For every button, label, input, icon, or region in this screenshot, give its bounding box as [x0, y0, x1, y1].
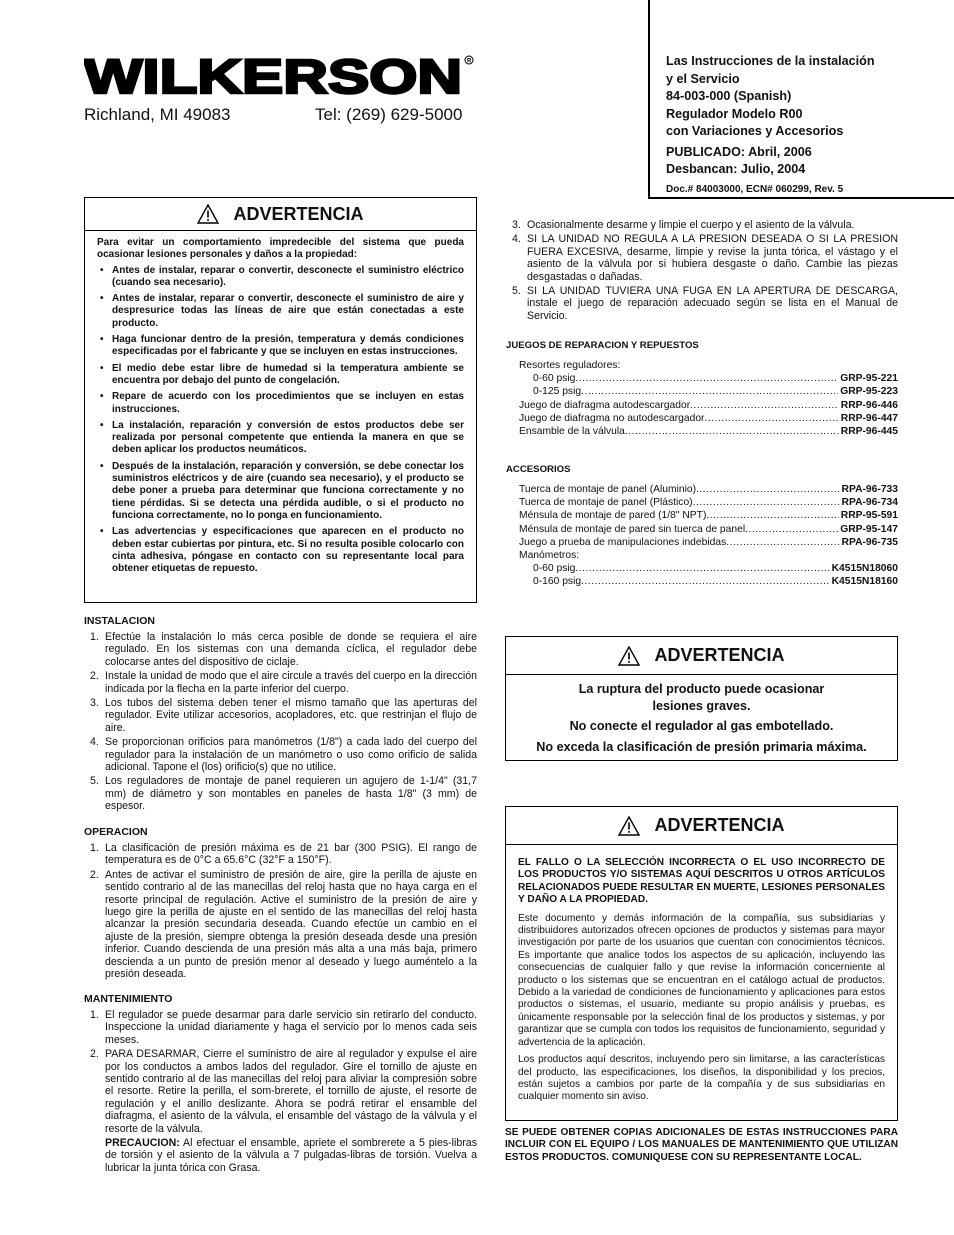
warning-intro: Para evitar un comportamiento impredecible del sistema que pueda ocasionar lesiones personales y daños a la propiedad:: [97, 237, 464, 261]
accessories-list: [519, 483, 898, 589]
part-row: Ménsula de montaje de pared sin tuerca de panel ..... GRP-95-147: [519, 523, 898, 536]
part-row: Ensamble de la válvula ..... RRP-96-445: [519, 425, 898, 438]
list-item: 4. SI LA UNIDAD NO REGULA A LA PRESION DESEADA O SI LA PRESION FUERA EXCESIVA, desarme, limpie y revise la junta tórica, el vástago y el asiento de la válvula por si hubiera desgaste o daño. Cambie las piezas desgastadas o dañadas.: [512, 233, 898, 283]
section-heading-mantenimiento: MANTENIMIENTO: [84, 993, 173, 1005]
doc-ecn: Doc.# 84003000, ECN# 060299, Rev. 5: [666, 183, 844, 195]
warning-item: • Las advertencias y especificaciones que aparecen en el producto no deben estar cubiertas por pintura, etc. Si no resulta posible colocarlo con cinta adhesiva, póngase en contacto con su representante local para obtener etiquetas de repuesto.: [97, 526, 464, 575]
warning-item: • Antes de instalar, reparar o convertir, desconecte el suministro de aire y despresurice todas las líneas de aire que están conectadas a este producto.: [97, 293, 464, 330]
section-heading-accesorios: ACCESORIOS: [506, 464, 571, 475]
warning-triangle-icon: [618, 646, 640, 666]
doc-title-line: Las Instrucciones de la instalación: [666, 54, 875, 68]
warning-item: • Antes de instalar, reparar o convertir, desconecte el suministro eléctrico (cuando sea necesario).: [97, 265, 464, 290]
section-heading-operacion: OPERACION: [84, 826, 148, 838]
doc-published: PUBLICADO: Abril, 2006: [666, 144, 812, 159]
warning-line: lesiones graves.: [652, 698, 751, 713]
part-row: 0-160 psig ..... K4515N18160: [519, 575, 898, 588]
warning-box-general: [84, 197, 477, 603]
part-row: 0-60 psig ..... GRP-95-221: [519, 372, 898, 385]
warning-triangle-icon: [197, 204, 219, 224]
warning-header: [85, 198, 476, 231]
list-item: 1. El regulador se puede desarmar para darle servicio sin retirarlo del conducto. Inspeccione la unidad diariamente y haga el servicio por lo menos cada seis meses.: [90, 1009, 477, 1046]
part-row: 0-125 psig ..... GRP-95-223: [519, 385, 898, 398]
logo-text: WILKERSON: [84, 52, 462, 102]
warning-box-rupture: [505, 636, 898, 761]
repair-kits-list: [519, 359, 898, 438]
part-row: Tuerca de montaje de panel (Aluminio) ..... RPA-96-733: [519, 483, 898, 496]
operacion-list: [84, 842, 477, 982]
part-row: Tuerca de montaje de panel (Plástico) ..... RPA-96-734: [519, 496, 898, 509]
section-heading-instalacion: INSTALACION: [84, 615, 155, 627]
doc-model: Regulador Modelo R00: [666, 106, 803, 121]
part-row: Ménsula de montaje de pared (1/8" NPT) ..... RRP-95-591: [519, 509, 898, 522]
warning-list: [97, 265, 464, 576]
part-row: 0-60 psig ..... K4515N18060: [519, 562, 898, 575]
part-row: Juego de diafragma autodescargador ..... RRP-96-446: [519, 399, 898, 412]
list-item: 2. PARA DESARMAR, Cierre el suministro de aire al regulador y expulse el aire por los conductos a ambos lados del regulador. Gire el tornillo de ajuste en sentido contrario al de las manecillas del reloj para aliviar la compresión sobre el resorte. Retire la perilla, el som-brerete, el tornillo de ajuste, el resorte de regulación y el anillo deslizante. Ahora se podrá retirar el ensamble del diafragma, el asiento de la válvula, el ensamble del vástago de la válvula y el resorte de la válvula.: [90, 1048, 477, 1135]
warning-item: • Repare de acuerdo con los procedimientos que se incluyen en estas instrucciones.: [97, 391, 464, 416]
warning-box-liability: [505, 806, 898, 1121]
list-item: 5. Los reguladores de montaje de panel requieren un agujero de 1-1/4" (31,7 mm) de diámetro y son montables en paneles de hasta 1/8" (3 mm) de espesor.: [90, 775, 477, 813]
warning-paragraph: Los productos aquí descritos, incluyendo pero sin limitarse, a las características del producto, las especificaciones, los diseños, la disponibilidad y los precios, están sujetos a cambios por parte de la compañía y de sus subsidiarias en cualquier momento sin aviso.: [518, 1054, 885, 1103]
warning-item: • El medio debe estar libre de humedad si la temperatura ambiente se encuentra por debajo del punto de congelación.: [97, 363, 464, 388]
warning-title: ADVERTENCIA: [654, 645, 785, 665]
phone-number: Tel: (269) 629-5000: [315, 105, 463, 124]
list-item: 1. Efectúe la instalación lo más cerca posible de donde se requiera el aire regulado. En los sistemas con una demanda cíclica, el regulador debe colocarse antes del dispositivo de ciclaje.: [90, 631, 477, 668]
document-info-box: [648, 0, 954, 199]
part-row: Juego de diafragma no autodescargador ..... RRP-96-447: [519, 412, 898, 425]
part-row: Juego a prueba de manipulaciones indebidas ..... RPA-96-735: [519, 536, 898, 549]
doc-supersedes: Desbancan: Julio, 2004: [666, 162, 806, 176]
warning-item: • La instalación, reparación y conversión de estos productos debe ser realizada por personal competente que entienda la manera en que se deben aplicar los productos neumáticos.: [97, 420, 464, 457]
wilkerson-logo: [84, 52, 474, 102]
warning-item: • Haga funcionar dentro de la presión, temperatura y demás condiciones especificadas por el fabricante y que se incluyen en estas instrucciones.: [97, 334, 464, 359]
precaucion-note: PRECAUCION: Al efectuar el ensamble, apriete el sombrerete a 5 pies-libras de torsión y el asiento de la válvula a 7 pulgadas-libras de torsión. Vuelva a lubricar la junta tórica con Grasa.: [105, 1137, 477, 1174]
warning-paragraph: Este documento y demás información de la compañía, sus subsidiarias y distribuidores autorizados ofrecen opciones de productos y sistemas para mayor investigación por parte de los usuarios que cuentan con conocimientos técnicos. Es importante que analice todos los aspectos de su aplicación, incluyendo las consecuencias de cualquier fallo y que revise la información concerniente al producto o los sistemas que se encuentran en el catálogo actual de productos. Debido a la variedad de condiciones de funcionamiento y aplicaciones para estos productos o sistemas, el usuario, mediante su propio análisis y pruebas, es únicamente responsable por la selección final de los productos y sistemas, y por garantizar que se cumpla con todos los requisitos de funcionamiento, seguridad y advertencia de la aplicación.: [518, 912, 885, 1048]
list-label: Manómetros:: [519, 550, 580, 562]
mantenimiento-block: [84, 1009, 477, 1174]
warning-triangle-icon: [618, 816, 640, 836]
list-label: Resortes reguladores:: [519, 360, 621, 371]
additional-copies-note: SE PUEDE OBTENER COPIAS ADICIONALES DE ESTAS INSTRUCCIONES PARA INCLUIR CON EL EQUIPO / LOS MANUALES DE MANTENIMIENTO QUE UTILIZAN ESTOS PRODUCTOS. COMUNIQUESE CON SU REPRESENTANTE LOCAL.: [505, 1127, 898, 1163]
list-item: 2. Antes de activar el suministro de presión de aire, gire la perilla de ajuste en sentido contrario al de las manecillas del reloj hasta que no haya carga en el resorte principal de regulación. Active el suministro de la presión de aire y luego gire la perilla de ajuste en el sentido de las manecillas del reloj hasta alcanzar la presión secundaria deseada. Cuando efectúe un cambio en el ajuste de la presión, siempre obtenga la presión deseada desde una presión inferior. Cuando descienda de una presión más alta a una más baja, primero descienda a un punto de presión menor al deseado y luego auméntelo a la presión deseada.: [90, 868, 477, 981]
instalacion-list: [84, 631, 477, 815]
list-item: 5. SI LA UNIDAD TUVIERA UNA FUGA EN LA APERTURA DE DESCARGA, instale el juego de reparación adecuado según se lista en el Manual de Servicio.: [512, 285, 898, 322]
warning-line: No conecte el regulador al gas embotellado.: [569, 719, 834, 733]
mantenimiento-list: [84, 1009, 477, 1135]
warning-title: ADVERTENCIA: [233, 203, 364, 224]
list-item: 3. Los tubos del sistema deben tener el mismo tamaño que las aperturas del regulador. Evite utilizar accesorios, acopladores, etc. que restrinjan el flujo de aire.: [90, 697, 477, 734]
svg-text:R: R: [467, 58, 472, 65]
mantenimiento-list-continued: [506, 219, 898, 324]
section-heading-juegos: JUEGOS DE REPARACION Y REPUESTOS: [506, 340, 699, 351]
warning-header: [506, 637, 897, 675]
warning-header: [506, 807, 897, 845]
warning-item: • Después de la instalación, reparación y conversión, se debe conectar los suministros eléctricos y de aire (cuando sea necesario), y el producto se debe poner a prueba para determinar que funciona correctamente y no tiene pérdidas. Si se detecta una pérdida audible, o si el producto no funciona correctamente, no lo ponga en funcionamiento.: [97, 461, 464, 522]
warning-title: ADVERTENCIA: [654, 815, 785, 835]
doc-model-variations: con Variaciones y Accesorios: [666, 124, 844, 138]
warning-line: No exceda la clasificación de presión primaria máxima.: [536, 739, 867, 754]
doc-title-line: y el Servicio: [666, 71, 740, 86]
list-item: 1. La clasificación de presión máxima es de 21 bar (300 PSIG). El rango de temperatura es de 0°C a 65.6°C (32°F a 150°F).: [90, 842, 477, 867]
list-item: 3. Ocasionalmente desarme y limpie el cuerpo y el asiento de la válvula.: [512, 219, 855, 231]
warning-bold-text: EL FALLO O LA SELECCIÓN INCORRECTA O EL USO INCORRECTO DE LOS PRODUCTOS Y/O SISTEMAS AQUÍ DESCRITOS U OTROS ARTÍCULOS RELACIONADOS PUEDE RESULTAR EN MUERTE, LESIONES PERSONALES Y DAÑO A LA PROPIEDAD.: [518, 857, 885, 906]
address: Richland, MI 49083: [84, 105, 231, 124]
warning-line: La ruptura del producto puede ocasionar: [578, 682, 825, 696]
doc-number: 84-003-000 (Spanish): [666, 89, 792, 103]
list-item: 4. Se proporcionan orificios para manómetros (1/8") a cada lado del cuerpo del regulador para la instalación de un manómetro o uso como orificio de salida adicional. Tapone el (los) orificio(s) que no utilice.: [90, 736, 477, 774]
list-item: 2. Instale la unidad de modo que el aire circule a través del cuerpo en la dirección indicada por la flecha en la parte inferior del cuerpo.: [90, 670, 477, 695]
